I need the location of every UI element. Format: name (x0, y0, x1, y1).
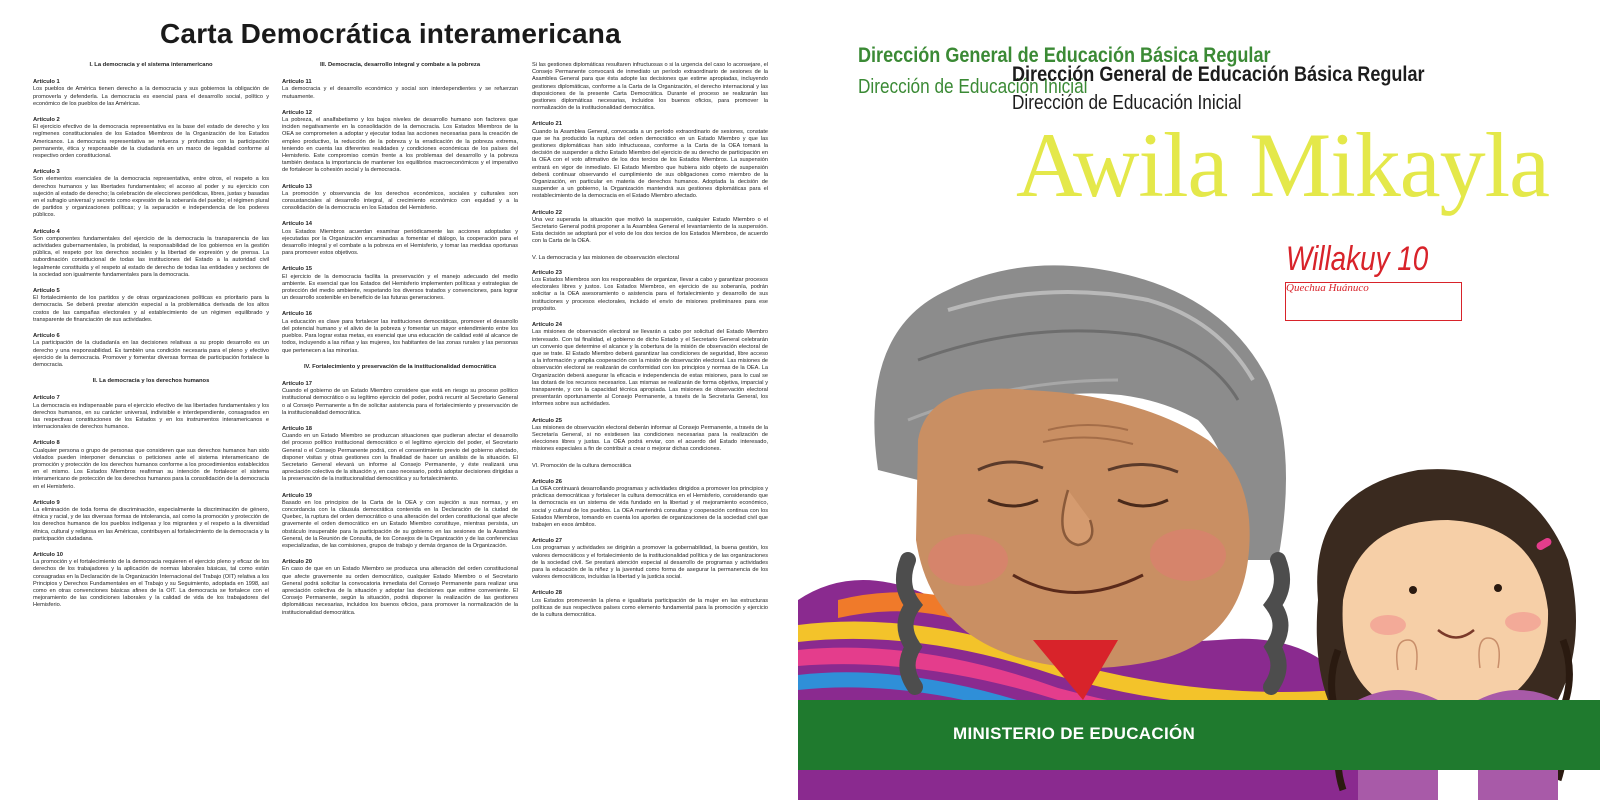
article-block (33, 552, 269, 610)
article-heading: Artículo 15 (282, 266, 312, 273)
article-block (282, 79, 518, 101)
article-heading: Artículo 14 (282, 221, 312, 228)
article-text: El fortalecimiento de los partidos y de otras organizaciones políticas es prioritario para la democracia. Se deberá prestar atención especial a la problemática derivada de los altos costos de las campañas electorales y al establecimiento de un régimen equilibrado y transparente de financiación de sus actividades. (33, 295, 269, 323)
text-column-3 (532, 62, 768, 628)
article-block (532, 418, 768, 454)
article-text: La pobreza, el analfabetismo y los bajos niveles de desarrollo humano son factores que inciden negativamente en la consolidación de la democracia. Los Estados Miembros de la OEA se comprometen a adoptar y ejecutar todas las acciones necesarias para la creación de empleo productivo, la reducción de la pobreza y la erradicación de la pobreza extrema, teniendo en cuenta las diferentes realidades y condiciones económicas de los países del Hemisferio. Este compromiso común frente a los problemas del desarrollo y la pobreza también destaca la importancia de mantener los equilibrios macroeconómicos y el imperativo de fortalecer la cohesión social y la democracia. (282, 117, 518, 174)
article-heading: Artículo 12 (282, 109, 312, 116)
article-text: Cualquier persona o grupo de personas que consideren que sus derechos humanos han sido violados pueden interponer denuncias o peticiones ante el sistema interamericano de promoción y protección de los derechos humanos conforme a los procedimientos establecidos en el mismo. Los Estados Miembros reafirman su intención de fortalecer el sistema interamericano de protección de los derechos humanos para la consolidación de la democracia en el Hemisferio. (33, 447, 270, 490)
article-heading: Artículo 17 (282, 380, 312, 387)
article-heading: Artículo 24 (532, 322, 562, 329)
section-heading: V. La democracia y las misiones de observación electoral (532, 254, 680, 261)
ministry-label: MINISTERIO DE EDUCACIÓN (953, 724, 1196, 743)
article-block (33, 500, 269, 543)
article-heading: Artículo 16 (282, 311, 312, 318)
article-block (532, 121, 768, 200)
article-text: El ejercicio efectivo de la democracia representativa es la base del estado de derecho y los regímenes constitucionales de los Estados Miembros de la Organización de los Estados Americanos. La democracia representativa se refuerza y profundiza con la participación permanente, ética y responsable de la ciudadanía en un marco de legalidad conforme al respectivo orden constitucional. (33, 124, 269, 160)
section-heading: II. La democracia y los derechos humanos (92, 378, 210, 385)
article-block (33, 333, 269, 369)
article-heading: Artículo 28 (532, 590, 562, 597)
article-text: Son componentes fundamentales del ejercicio de la democracia la transparencia de las actividades gubernamentales, la probidad, la responsabilidad de los gobiernos en la gestión pública, el respeto por los derechos sociales y la libertad de expresión y de prensa. La subordinación constitucional de todas las instituciones del Estado a la autoridad civil legalmente constituida y el respeto al estado de derecho de todas las entidades y sectores de la sociedad son igualmente fundamentales para la democracia. (33, 235, 269, 278)
article-text: Los Estados Miembros acuerdan examinar periódicamente las acciones adoptadas y ejecutadas por la Organización encaminadas a fomentar el diálogo, la cooperación para el desarrollo integral y el combate a la pobreza en el Hemisferio, y tomar las medidas oportunas para promover estos objetivos. (282, 228, 518, 257)
article-block (282, 266, 518, 302)
article-text: Si las gestiones diplomáticas resultaren infructuosas o si la urgencia del caso lo aconsejare, el Consejo Permanente convocará de inmediato un período extraordinario de sesiones de la Asamblea General para que ésta adopte las decisiones que estime apropiadas, incluyendo gestiones diplomáticas, conforme a la Carta de la Organización, el derecho internacional y las disposiciones de la presente Carta Democrática. Durante el proceso se realizarán las gestiones diplomáticas necesarias, incluidos los buenos oficios, para promover la normalización de la institucionalidad democrática. (532, 62, 768, 112)
article-block (33, 288, 269, 324)
article-text: La promoción y observancia de los derechos económicos, sociales y culturales son consustanciales al desarrollo integral, al crecimiento económico con equidad y a la consolidación de la democracia en los Estados del Hemisferio. (282, 190, 518, 212)
article-text: La democracia y el desarrollo económico y social son interdependientes y se refuerzan mutuamente. (282, 86, 518, 100)
article-heading: Artículo 23 (532, 269, 562, 276)
article-text: La democracia es indispensable para el ejercicio efectivo de las libertades fundamentales y los derechos humanos, en su carácter universal, indivisible e interdependiente, consagrados en las respectivas constituciones de los Estados y en los instrumentos interamericanos e internacionales de derechos humanos. (33, 402, 269, 431)
article-block (532, 270, 768, 313)
article-block (33, 79, 269, 108)
article-text: El ejercicio de la democracia facilita la preservación y el manejo adecuado del medio ambiente. Es esencial que los Estados del Hemisferio implementen políticas y estrategias de protección del medio ambiente, respetando los diversos tratados y convenciones, para lograr un desarrollo sostenible en beneficio de las futuras generaciones. (282, 273, 518, 302)
article-block (33, 117, 269, 160)
article-heading: Artículo 7 (33, 395, 60, 402)
article-block (282, 426, 518, 484)
article-heading: Artículo 19 (282, 492, 312, 499)
article-text: Las misiones de observación electoral se llevarán a cabo por solicitud del Estado Miembro interesado. Con tal finalidad, el gobierno de dicho Estado y el Secretario General celebrarán un convenio que determine el alcance y la cobertura de la misión de observación electoral de que se trate. El Estado Miembro deberá garantizar las condiciones de seguridad, libre acceso a la información y amplia cooperación con la misión de observación electoral. Las misiones de observación electoral se realizarán de conformidad con los principios y normas de la OEA. La Organización deberá asegurar la eficacia e independencia de estas misiones, para lo cual se las dotará de los recursos necesarios. Las mismas se realizarán de forma objetiva, imparcial y transparente, y con la capacidad técnica apropiada. Las misiones de observación electoral presentarán oportunamente al Consejo Permanente, a través de la Secretaría General, los informes sobre sus actividades. (532, 329, 768, 408)
article-heading: Artículo 25 (532, 417, 562, 424)
article-block (33, 395, 269, 431)
article-heading: Artículo 3 (33, 169, 60, 176)
article-block (532, 62, 768, 112)
article-block (282, 493, 518, 551)
article-block (282, 110, 518, 175)
article-heading: Artículo 2 (33, 117, 60, 124)
article-block (532, 479, 768, 529)
article-heading: Artículo 10 (33, 551, 63, 558)
article-block (33, 440, 269, 490)
section-heading: III. Democracia, desarrollo integral y combate a la pobreza (319, 62, 481, 68)
direction-heading-green: Dirección General de Educación Básica Regular (858, 44, 1271, 67)
page-title: Carta Democrática interamericana (160, 18, 621, 49)
right-page-cover (798, 0, 1600, 800)
article-text: Los Estados Miembros son los responsables de organizar, llevar a cabo y garantizar procesos electorales libres y justos. Los Estados Miembros, en ejercicio de su soberanía, podrán solicitar a la OEA asesoramiento o asistencia para el fortalecimiento y desarrollo de sus instituciones y procesos electorales, incluido el envío de misiones preliminares para ese propósito. (532, 277, 768, 312)
article-heading: Artículo 22 (532, 209, 562, 216)
book-subtitle: Willakuy 10 (1286, 240, 1429, 278)
article-heading: Artículo 27 (532, 538, 562, 545)
text-column-2 (282, 62, 518, 626)
article-block (532, 590, 768, 619)
article-heading: Artículo 11 (282, 79, 312, 86)
section-heading: VI. Promoción de la cultura democrática (532, 462, 632, 469)
direction-subheading-dark: Dirección de Educación Inicial (1012, 92, 1242, 114)
article-heading: Artículo 13 (282, 183, 312, 190)
article-text: Basado en los principios de la Carta de la OEA y con sujeción a sus normas, y en concordancia con la cláusula democrática contenida en la Declaración de la ciudad de Quebec, la ruptura del orden democrático o una alteración del orden constitucional que afecte gravemente el orden democrático en un Estado Miembro constituye, mientras persista, un obstáculo insuperable para la participación de su gobierno en las sesiones de la Asamblea General, de la Reunión de Consulta, de los Consejos de la Organización y de las conferencias especializadas, de las comisiones, grupos de trabajo y demás órganos de la Organización. (282, 499, 518, 549)
article-block (532, 463, 768, 470)
article-text: Son elementos esenciales de la democracia representativa, entre otros, el respeto a los derechos humanos y las libertades fundamentales; el acceso al poder y su ejercicio con sujeción al estado de derecho; la celebración de elecciones periódicas, libres, justas y basadas en el sufragio universal y secreto como expresión de la soberanía del pueblo; el régimen plural de partidos y organizaciones políticas; y la separación e independencia de los poderes públicos. (33, 176, 270, 219)
article-heading: Artículo 9 (33, 499, 60, 506)
article-heading: Artículo 26 (532, 478, 562, 485)
article-text: Una vez superada la situación que motivó la suspensión, cualquier Estado Miembro o el Secretario General podrá proponer a la Asamblea General el levantamiento de la suspensión. Esta decisión se adoptará por el voto de los dos tercios de los Estados Miembros, de acuerdo con la Carta de la OEA. (532, 216, 768, 245)
direction-subheading-green: Dirección de Educación Inicial (858, 76, 1088, 98)
article-text: Cuando el gobierno de un Estado Miembro considere que está en riesgo su proceso político institucional democrático o su legítimo ejercicio del poder, podrá recurrir al Secretario General o al Consejo Permanente a fin de solicitar asistencia para el fortalecimiento y preservación de la institucionalidad democrática. (282, 388, 518, 416)
article-block (532, 538, 768, 581)
section-heading: IV. Fortalecimiento y preservación de la institucionalidad democrática (303, 363, 497, 370)
section-heading: I. La democracia y el sistema interamericano (89, 62, 213, 68)
direction-heading-dark: Dirección General de Educación Básica Regular (1012, 63, 1425, 86)
article-heading: Artículo 6 (33, 333, 60, 340)
article-heading: Artículo 4 (33, 228, 60, 235)
book-title: Awila Mikayla (1016, 114, 1549, 216)
article-text: En caso de que en un Estado Miembro se produzca una alteración del orden constitucional que afecte gravemente su orden democrático, cualquier Estado Miembro o el Secretario General podrá solicitar la convocatoria inmediata del Consejo Permanente para realizar una apreciación colectiva de la situación y adoptar las decisiones que estime conveniente. El Consejo Permanente, según la situación, podrá disponer la realización de las gestiones diplomáticas necesarias, incluidos los buenos oficios, para promover la normalización de la institucionalidad democrática. (282, 566, 518, 616)
language-label: Quechua Huánuco (1286, 282, 1369, 294)
article-heading: Artículo 8 (33, 440, 60, 447)
article-text: La OEA continuará desarrollando programas y actividades dirigidos a promover los principios y prácticas democráticas y fortalecer la cultura democrática en el Hemisferio, considerando que la democracia es un sistema de vida fundado en la libertad y el mejoramiento económico, social y cultural de los pueblos. La OEA mantendrá consultas y cooperación continua con los Estados Miembros, tomando en cuenta los aportes de organizaciones de la sociedad civil que trabajen en esos ámbitos. (532, 485, 768, 528)
article-text: Cuando la Asamblea General, convocada a un período extraordinario de sesiones, constate que se ha producido la ruptura del orden democrático en un Estado Miembro y que las gestiones diplomáticas han sido infructuosas, conforme a la Carta de la OEA tomará la decisión de suspender a dicho Estado Miembro del ejercicio de su derecho de participación en la OEA con el voto afirmativo de los dos tercios de los Estados Miembros. La suspensión entrará en vigor de inmediato. El Estado Miembro que hubiera sido objeto de suspensión deberá continuar observando el cumplimiento de sus obligaciones como miembro de la Organización, en particular en materia de derechos humanos. Adoptada la decisión de suspender a un gobierno, la Organización mantendrá sus gestiones diplomáticas para el restablecimiento de la democracia en el Estado Miembro afectado. (532, 128, 768, 200)
article-block (282, 311, 518, 354)
article-block (532, 210, 768, 246)
article-heading: Artículo 20 (282, 559, 312, 566)
article-block (282, 221, 518, 257)
article-text: Cuando en un Estado Miembro se produzcan situaciones que pudieran afectar el desarrollo del proceso político institucional democrático o el legítimo ejercicio del poder, el Secretario General o el Consejo Permanente podrá, con el consentimiento previo del gobierno afectado, disponer visitas y otras gestiones con la finalidad de hacer un análisis de la situación. El Secretario General elevará un informe al Consejo Permanente, y éste realizará una apreciación colectiva de la situación y, en caso necesario, podrá adoptar decisiones dirigidas a la preservación de la institucionalidad democrática y su fortalecimiento. (282, 433, 518, 483)
article-heading: Artículo 21 (532, 121, 562, 128)
article-block (282, 184, 518, 213)
article-text: Los pueblos de América tienen derecho a la democracia y sus gobiernos la obligación de promoverla y defenderla. La democracia es esencial para el desarrollo social, político y económico de los pueblos de las Américas. (33, 86, 269, 107)
article-heading: Artículo 1 (33, 79, 60, 86)
article-heading: Artículo 5 (33, 288, 60, 295)
footer-band (798, 700, 1600, 770)
article-text: Las misiones de observación electoral deberán informar al Consejo Permanente, a través de la Secretaría General, si no existiesen las condiciones necesarias para la realización de elecciones libres y justas. La OEA podrá enviar, con el acuerdo del Estado interesado, misiones especiales a fin de contribuir a crear o mejorar dichas condiciones. (532, 424, 768, 453)
text-column-1 (33, 62, 269, 619)
article-text: La participación de la ciudadanía en las decisiones relativas a su propio desarrollo es un derecho y una responsabilidad. Es también una condición necesaria para el pleno y efectivo ejercicio de la democracia. Promover y fomentar diversas formas de participación fortalece la democracia. (33, 340, 269, 368)
article-text: La educación es clave para fortalecer las instituciones democráticas, promover el desarrollo del potencial humano y el alivio de la pobreza y fomentar un mayor entendimiento entre los pueblos. Para lograr estas metas, es esencial que una educación de calidad esté al alcance de todos, incluyendo a las niñas y las mujeres, los habitantes de las zonas rurales y las personas que pertenecen a las minorías. (282, 318, 518, 354)
article-block (33, 169, 269, 219)
article-block (282, 559, 518, 617)
article-block (282, 381, 518, 417)
article-text: La promoción y el fortalecimiento de la democracia requieren el ejercicio pleno y eficaz de los derechos de los trabajadores y la aplicación de normas laborales básicas, tal como están consagradas en la Declaración de la Organización Internacional del Trabajo (OIT) relativa a los Principios y Derechos Fundamentales en el Trabajo y su Seguimiento, adoptada en 1998, así como en otras convenciones básicas afines de la OIT. La democracia se fortalece con el mejoramiento de las condiciones laborales y la calidad de vida de los trabajadores del Hemisferio. (33, 559, 269, 609)
left-page (0, 0, 798, 800)
article-block (532, 322, 768, 408)
article-text: Los Estados promoverán la plena e igualitaria participación de la mujer en las estructuras políticas de sus respectivos países como elemento fundamental para la promoción y ejercicio de la cultura democrática. (532, 597, 768, 618)
article-text: Los programas y actividades se dirigirán a promover la gobernabilidad, la buena gestión, los valores democráticos y el fortalecimiento de la institucionalidad política y de las organizaciones de la sociedad civil. Se prestará atención especial al desarrollo de programas y actividades para la educación de la niñez y la juventud como forma de asegurar la permanencia de los valores democráticos, incluidas la libertad y la justicia social. (532, 545, 768, 581)
article-heading: Artículo 18 (282, 425, 312, 432)
article-block (33, 229, 269, 279)
article-text: La eliminación de toda forma de discriminación, especialmente la discriminación de género, étnica y racial, y de las diversas formas de intolerancia, así como la promoción y protección de los derechos humanos de los pueblos indígenas y los migrantes y el respeto a la diversidad étnica, cultural y religiosa en las Américas, contribuyen al fortalecimiento de la democracia y la participación ciudadana. (33, 506, 269, 542)
